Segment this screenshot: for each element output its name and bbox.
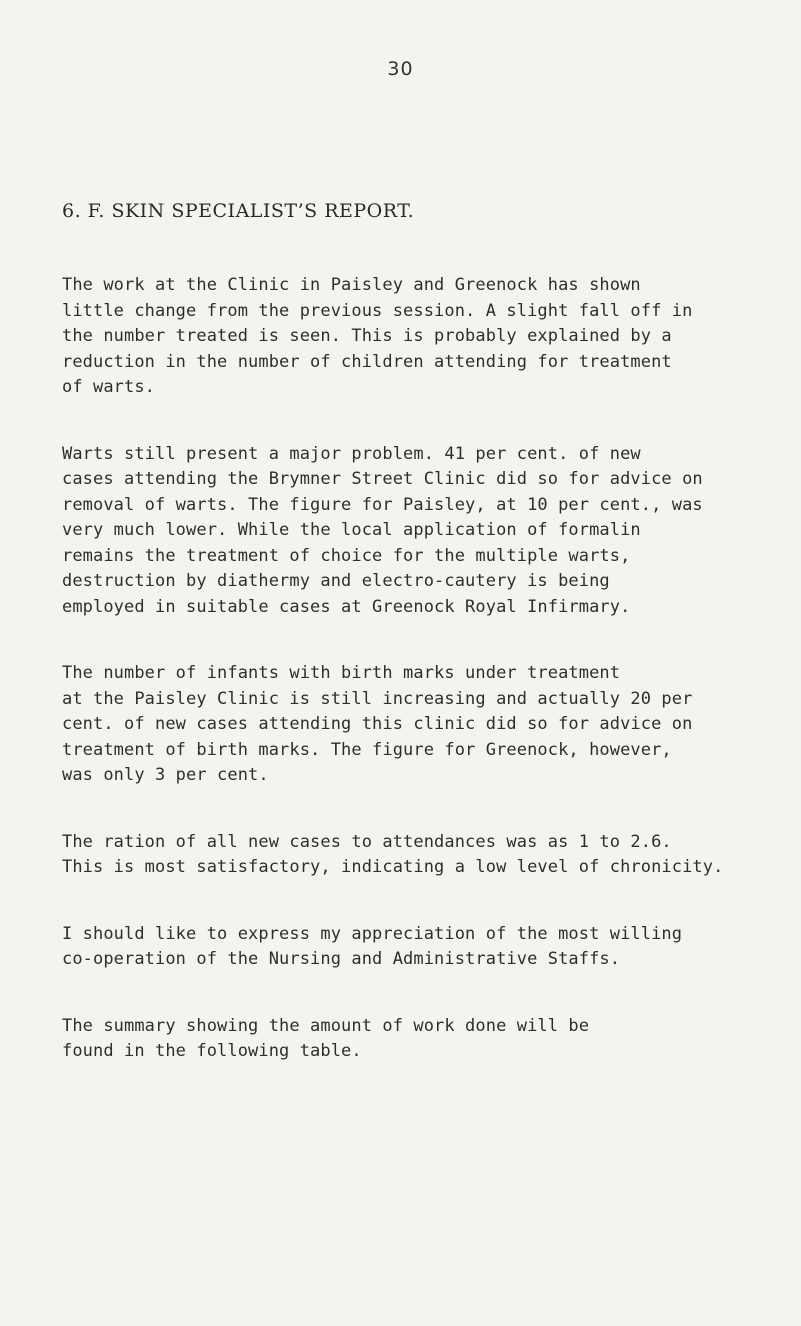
text-line: remains the treatment of choice for the multiple warts, <box>62 545 631 566</box>
text-line: cent. of new cases attending this clinic did so for advice on <box>62 714 693 734</box>
text-line: removal of warts. The figure for Paisley, at 10 per cent., was <box>62 494 703 515</box>
text-line: co-operation of the Nursing and Administrative Staffs. <box>62 949 621 969</box>
text-line: The summary showing the amount of work done will be <box>62 1015 590 1036</box>
text-line: The ration of all new cases to attendances was as 1 to 2.6. <box>62 831 672 852</box>
text-line: of warts. <box>62 377 156 397</box>
text-line: This is most satisfactory, indicating a low level of chronicity. <box>62 857 724 877</box>
text-line: the number treated is seen. This is probably explained by a <box>62 326 672 346</box>
text-line: treatment of birth marks. The figure for Greenock, however, <box>62 739 672 760</box>
text-line: destruction by diathermy and electro-cautery is being <box>62 571 610 591</box>
report-body <box>62 273 790 1106</box>
paragraph-clinic-work <box>62 273 790 401</box>
text-line: found in the following table. <box>62 1041 362 1061</box>
text-line: little change from the previous session. A slight fall off in <box>62 300 693 321</box>
text-line: The number of infants with birth marks under treatment <box>62 663 621 683</box>
paragraph-birth-marks <box>62 661 790 789</box>
text-line: at the Paisley Clinic is still increasing and actually 20 per <box>62 688 693 709</box>
paragraph-appreciation <box>62 922 790 973</box>
text-line: employed in suitable cases at Greenock Royal Infirmary. <box>62 596 631 617</box>
page-number: 30 <box>387 58 414 80</box>
report-title: 6. F. SKIN SPECIALIST’S REPORT. <box>62 200 415 222</box>
text-line: reduction in the number of children attending for treatment <box>62 351 672 372</box>
paragraph-summary <box>62 1014 790 1065</box>
paragraph-warts <box>62 442 790 621</box>
text-line: very much lower. While the local application of formalin <box>62 520 641 540</box>
text-line: I should like to express my appreciation of the most willing <box>62 923 683 944</box>
text-line: Warts still present a major problem. 41 per cent. of new <box>62 443 641 464</box>
paragraph-ratio <box>62 830 790 881</box>
text-line: cases attending the Brymner Street Clinic did so for advice on <box>62 469 703 489</box>
text-line: was only 3 per cent. <box>62 765 269 785</box>
text-line: The work at the Clinic in Paisley and Greenock has shown <box>62 275 641 295</box>
